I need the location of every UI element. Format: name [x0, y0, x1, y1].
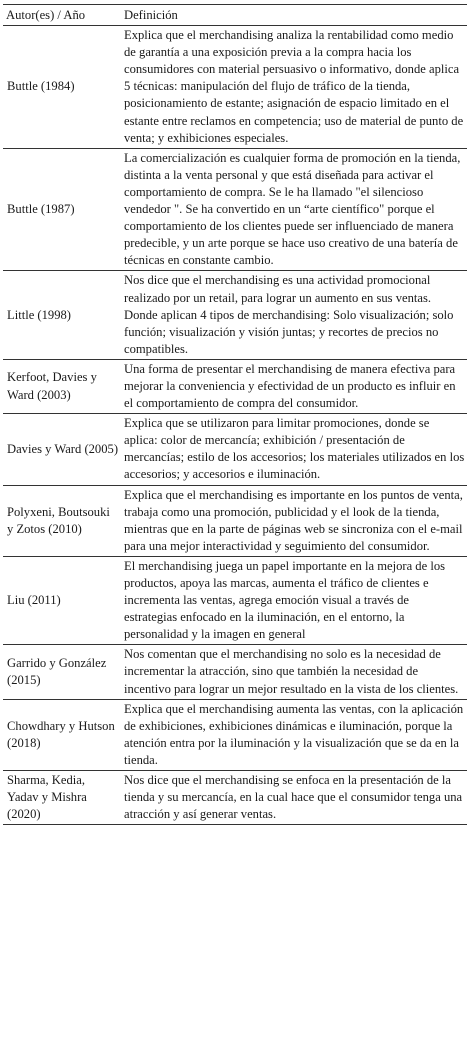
- author-cell: Garrido y González (2015): [7, 655, 107, 688]
- table-row: [3, 699, 467, 770]
- table-row: [3, 26, 467, 149]
- table-body: [3, 26, 467, 825]
- table-row: [3, 414, 467, 485]
- definition-cell: Explica que el merchandising es importante en los puntos de venta, trabaja como una promoción, publicidad y el look de la tienda, mientras que en la parte de páginas web se sincroniza con el e-mail para una mejor interactividad y seguimiento del consumidor.: [124, 487, 463, 553]
- author-cell: Davies y Ward (2005): [7, 441, 119, 456]
- definitions-table: [3, 4, 467, 825]
- definition-cell: La comercialización es cualquier forma de promoción en la tienda, distinta a la venta personal y que está diseñada para activar el comportamiento de compra. Se le ha llamado "el silencioso vendedor ". Se ha convertido en un “arte científico" porque el comportamiento de los clientes puede ser influenciado de manera predecible, y un arte porque se hace uso creativo de una batería de técnicas en constante cambio.: [124, 150, 461, 268]
- author-cell: Little (1998): [7, 307, 72, 322]
- table-row: [3, 645, 467, 699]
- definition-column-header: Definición: [124, 8, 178, 22]
- definition-cell: El merchandising juega un papel importante en la mejora de los productos, apoya las marcas, aumenta el tráfico de clientes e incrementa las ventas, agrega emoción visual a través de estrategias enfocado en la iluminación, en el entorno, la personalidad y la imagen en general: [124, 558, 446, 642]
- definition-cell: Nos comentan que el merchandising no solo es la necesidad de incrementar la atracción, sino que también la necesidad de incentivo para lograr un mejor resultado en la vista de los clientes.: [124, 647, 459, 696]
- table-row: [3, 556, 467, 644]
- definition-cell: Nos dice que el merchandising se enfoca en la presentación de la tienda y su mercancía, en la cual hace que el consumidor tenga una atracción y así generar ventas.: [124, 773, 463, 822]
- author-column-header: Autor(es) / Año: [6, 8, 86, 22]
- table-row: [3, 485, 467, 556]
- definition-cell: Una forma de presentar el merchandising de manera efectiva para mejorar la conveniencia y efectividad de un producto es influir en el comportamiento de compra del consumidor.: [124, 361, 456, 411]
- author-cell: Buttle (1987): [7, 202, 75, 217]
- definition-cell: Explica que el merchandising analiza la rentabilidad como medio de garantía a una exposición previa a la compra hacia los consumidores con material persuasivo o informativo, donde aplica 5 técnicas: manipulación del flujo de tráfico de la tienda, posicionamiento de estante; asignación de espacio limitado en el estante entre reclamos en competencia; uso de material de punto de venta; y exhibiciones especiales.: [124, 28, 464, 145]
- author-cell: Liu (2011): [7, 593, 61, 608]
- definition-cell: Nos dice que el merchandising es una actividad promocional realizado por un retail, para lograr un aumento en sus ventas. Donde aplican 4 tipos de merchandising: Solo visualización; solo función; visualización y visión juntas; y recortes de precios no compatibles.: [124, 273, 454, 356]
- author-cell: Kerfoot, Davies y Ward (2003): [7, 370, 97, 402]
- author-cell: Polyxeni, Boutsouki y Zotos (2010): [7, 504, 110, 536]
- table-row: [3, 771, 467, 825]
- definition-cell: Explica que el merchandising aumenta las ventas, con la aplicación de exhibiciones, exhibiciones dinámicas e iluminación, porque la atención entra por la iluminación y la visualización que se da en la tienda.: [124, 701, 464, 767]
- table-row: [3, 148, 467, 271]
- table-header: [3, 5, 467, 26]
- header-row: [3, 5, 467, 26]
- author-cell: Buttle (1984): [7, 79, 75, 94]
- table-row: [3, 271, 467, 359]
- author-cell: Chowdhary y Hutson (2018): [7, 718, 115, 750]
- author-cell: Sharma, Kedia, Yadav y Mishra (2020): [7, 773, 87, 822]
- table-row: [3, 359, 467, 413]
- definition-cell: Explica que se utilizaron para limitar promociones, donde se aplica: color de mercancía; exhibición / presentación de mercancías; estilo de los accesorios; los materiales utilizados en los accesorios; y accesorios e iluminación.: [124, 416, 465, 482]
- definitions-table-container: [3, 4, 467, 825]
